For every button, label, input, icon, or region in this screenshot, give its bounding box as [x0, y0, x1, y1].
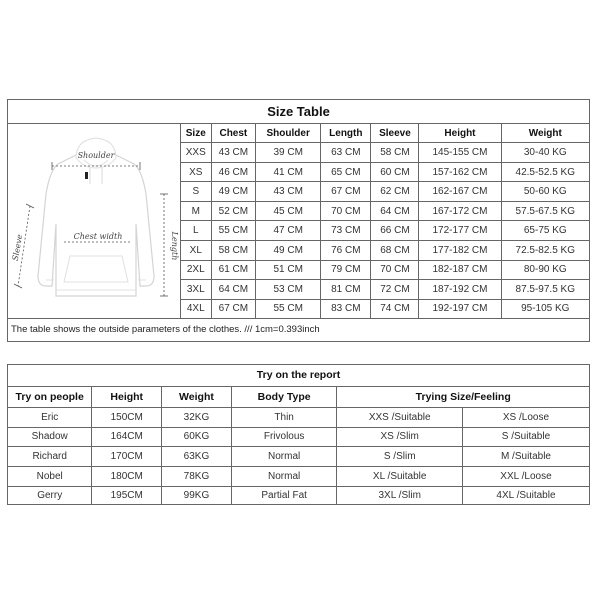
table-cell: 64 CM	[371, 201, 419, 221]
table-cell: S /Slim	[337, 447, 463, 467]
table-cell: 157-162 CM	[419, 162, 501, 182]
table-cell: Richard	[8, 447, 92, 467]
table-cell: 87.5-97.5 KG	[501, 280, 589, 300]
length-label: Length	[170, 231, 179, 261]
table-cell: 4XL	[181, 299, 211, 318]
size-row-3xl	[181, 280, 589, 300]
header-height: Height	[92, 387, 162, 407]
table-cell: 164CM	[92, 427, 162, 447]
table-cell: 3XL /Slim	[337, 486, 463, 505]
table-cell: 80-90 KG	[501, 260, 589, 280]
table-cell: 73 CM	[321, 221, 371, 241]
table-cell: 49 CM	[256, 241, 321, 261]
table-cell: 177-182 CM	[419, 241, 501, 261]
table-cell: 65 CM	[321, 162, 371, 182]
table-cell: 67 CM	[211, 299, 256, 318]
report-row-shadow	[8, 427, 589, 447]
table-cell: 61 CM	[211, 260, 256, 280]
hoodie-illustration	[8, 124, 180, 318]
table-cell: 187-192 CM	[419, 280, 501, 300]
table-cell: 30-40 KG	[501, 143, 589, 163]
length-measure-line	[160, 194, 168, 296]
report-header-row	[8, 387, 589, 407]
table-cell: 41 CM	[256, 162, 321, 182]
table-cell: XXL /Loose	[462, 466, 589, 486]
size-row-s	[181, 182, 589, 202]
table-cell: 64 CM	[211, 280, 256, 300]
table-cell: Nobel	[8, 466, 92, 486]
size-row-xs	[181, 162, 589, 182]
table-cell: 70 CM	[321, 201, 371, 221]
size-header-row	[181, 124, 589, 143]
table-cell: 79 CM	[321, 260, 371, 280]
header-height: Height	[419, 124, 501, 143]
table-cell: 162-167 CM	[419, 182, 501, 202]
table-cell: Partial Fat	[231, 486, 337, 505]
table-cell: 72.5-82.5 KG	[501, 241, 589, 261]
table-cell: 78KG	[162, 466, 232, 486]
table-cell: Normal	[231, 466, 337, 486]
table-cell: Normal	[231, 447, 337, 467]
size-row-m	[181, 201, 589, 221]
table-cell: 170CM	[92, 447, 162, 467]
table-cell: 42.5-52.5 KG	[501, 162, 589, 182]
table-cell: XL	[181, 241, 211, 261]
table-cell: 57.5-67.5 KG	[501, 201, 589, 221]
table-cell: S /Suitable	[462, 427, 589, 447]
table-cell: 172-177 CM	[419, 221, 501, 241]
table-cell: 60KG	[162, 427, 232, 447]
table-cell: 63 CM	[321, 143, 371, 163]
table-cell: Frivolous	[231, 427, 337, 447]
table-cell: XXS	[181, 143, 211, 163]
table-cell: 45 CM	[256, 201, 321, 221]
table-cell: 60 CM	[371, 162, 419, 182]
table-cell: 4XL /Suitable	[462, 486, 589, 505]
table-cell: 167-172 CM	[419, 201, 501, 221]
table-cell: 145-155 CM	[419, 143, 501, 163]
header-weight: Weight	[501, 124, 589, 143]
report-row-richard	[8, 447, 589, 467]
header-body-type: Body Type	[231, 387, 337, 407]
table-cell: 62 CM	[371, 182, 419, 202]
size-row-4xl	[181, 299, 589, 318]
table-cell: 3XL	[181, 280, 211, 300]
table-cell: 99KG	[162, 486, 232, 505]
table-cell: 150CM	[92, 407, 162, 427]
table-cell: Shadow	[8, 427, 92, 447]
report-row-nobel	[8, 466, 589, 486]
table-cell: 49 CM	[211, 182, 256, 202]
size-table-section	[7, 99, 590, 342]
table-cell: 43 CM	[256, 182, 321, 202]
table-cell: 67 CM	[321, 182, 371, 202]
header-weight: Weight	[162, 387, 232, 407]
chest-width-label: Chest width	[73, 232, 123, 241]
table-cell: 51 CM	[256, 260, 321, 280]
table-cell: 55 CM	[256, 299, 321, 318]
table-cell: 195CM	[92, 486, 162, 505]
table-cell: 55 CM	[211, 221, 256, 241]
table-cell: S	[181, 182, 211, 202]
table-cell: 58 CM	[371, 143, 419, 163]
table-cell: Eric	[8, 407, 92, 427]
table-cell: 65-75 KG	[501, 221, 589, 241]
size-row-l	[181, 221, 589, 241]
table-cell: XXS /Suitable	[337, 407, 463, 427]
size-row-xl	[181, 241, 589, 261]
table-cell: 46 CM	[211, 162, 256, 182]
size-table-body	[8, 124, 589, 318]
table-cell: 47 CM	[256, 221, 321, 241]
table-cell: 70 CM	[371, 260, 419, 280]
table-cell: L	[181, 221, 211, 241]
table-cell: 83 CM	[321, 299, 371, 318]
table-cell: 72 CM	[371, 280, 419, 300]
header-trying-size: Trying Size/Feeling	[337, 387, 589, 407]
table-cell: 58 CM	[211, 241, 256, 261]
table-cell: 68 CM	[371, 241, 419, 261]
try-on-report-section	[7, 364, 590, 505]
table-cell: 192-197 CM	[419, 299, 501, 318]
size-table-note: The table shows the outside parameters of the clothes. /// 1cm=0.393inch	[8, 318, 589, 341]
size-row-2xl	[181, 260, 589, 280]
hoodie-diagram	[8, 124, 181, 318]
table-cell: XS	[181, 162, 211, 182]
header-sleeve: Sleeve	[371, 124, 419, 143]
table-cell: 81 CM	[321, 280, 371, 300]
table-cell: 182-187 CM	[419, 260, 501, 280]
table-cell: XS /Loose	[462, 407, 589, 427]
sleeve-label: Sleeve	[10, 233, 25, 262]
size-row-xxs	[181, 143, 589, 163]
table-cell: 66 CM	[371, 221, 419, 241]
table-cell: 2XL	[181, 260, 211, 280]
table-cell: 180CM	[92, 466, 162, 486]
table-cell: M /Suitable	[462, 447, 589, 467]
table-cell: Gerry	[8, 486, 92, 505]
table-cell: 53 CM	[256, 280, 321, 300]
table-cell: XS /Slim	[337, 427, 463, 447]
header-size: Size	[181, 124, 211, 143]
table-cell: 52 CM	[211, 201, 256, 221]
table-cell: 95-105 KG	[501, 299, 589, 318]
header-shoulder: Shoulder	[256, 124, 321, 143]
table-cell: 63KG	[162, 447, 232, 467]
report-row-eric	[8, 407, 589, 427]
table-cell: XL /Suitable	[337, 466, 463, 486]
size-chart-table	[181, 124, 589, 318]
table-cell: 43 CM	[211, 143, 256, 163]
header-try-on-people: Try on people	[8, 387, 92, 407]
table-cell: 74 CM	[371, 299, 419, 318]
report-title: Try on the report	[8, 365, 589, 387]
header-chest: Chest	[211, 124, 256, 143]
table-cell: M	[181, 201, 211, 221]
hoodie-tag	[85, 172, 88, 179]
table-cell: Thin	[231, 407, 337, 427]
table-cell: 76 CM	[321, 241, 371, 261]
table-cell: 50-60 KG	[501, 182, 589, 202]
table-cell: 39 CM	[256, 143, 321, 163]
table-cell: 32KG	[162, 407, 232, 427]
report-table	[8, 387, 589, 505]
size-table-title: Size Table	[8, 100, 589, 124]
report-row-gerry	[8, 486, 589, 505]
header-length: Length	[321, 124, 371, 143]
size-grid	[181, 124, 589, 318]
shoulder-label: Shoulder	[77, 151, 115, 160]
